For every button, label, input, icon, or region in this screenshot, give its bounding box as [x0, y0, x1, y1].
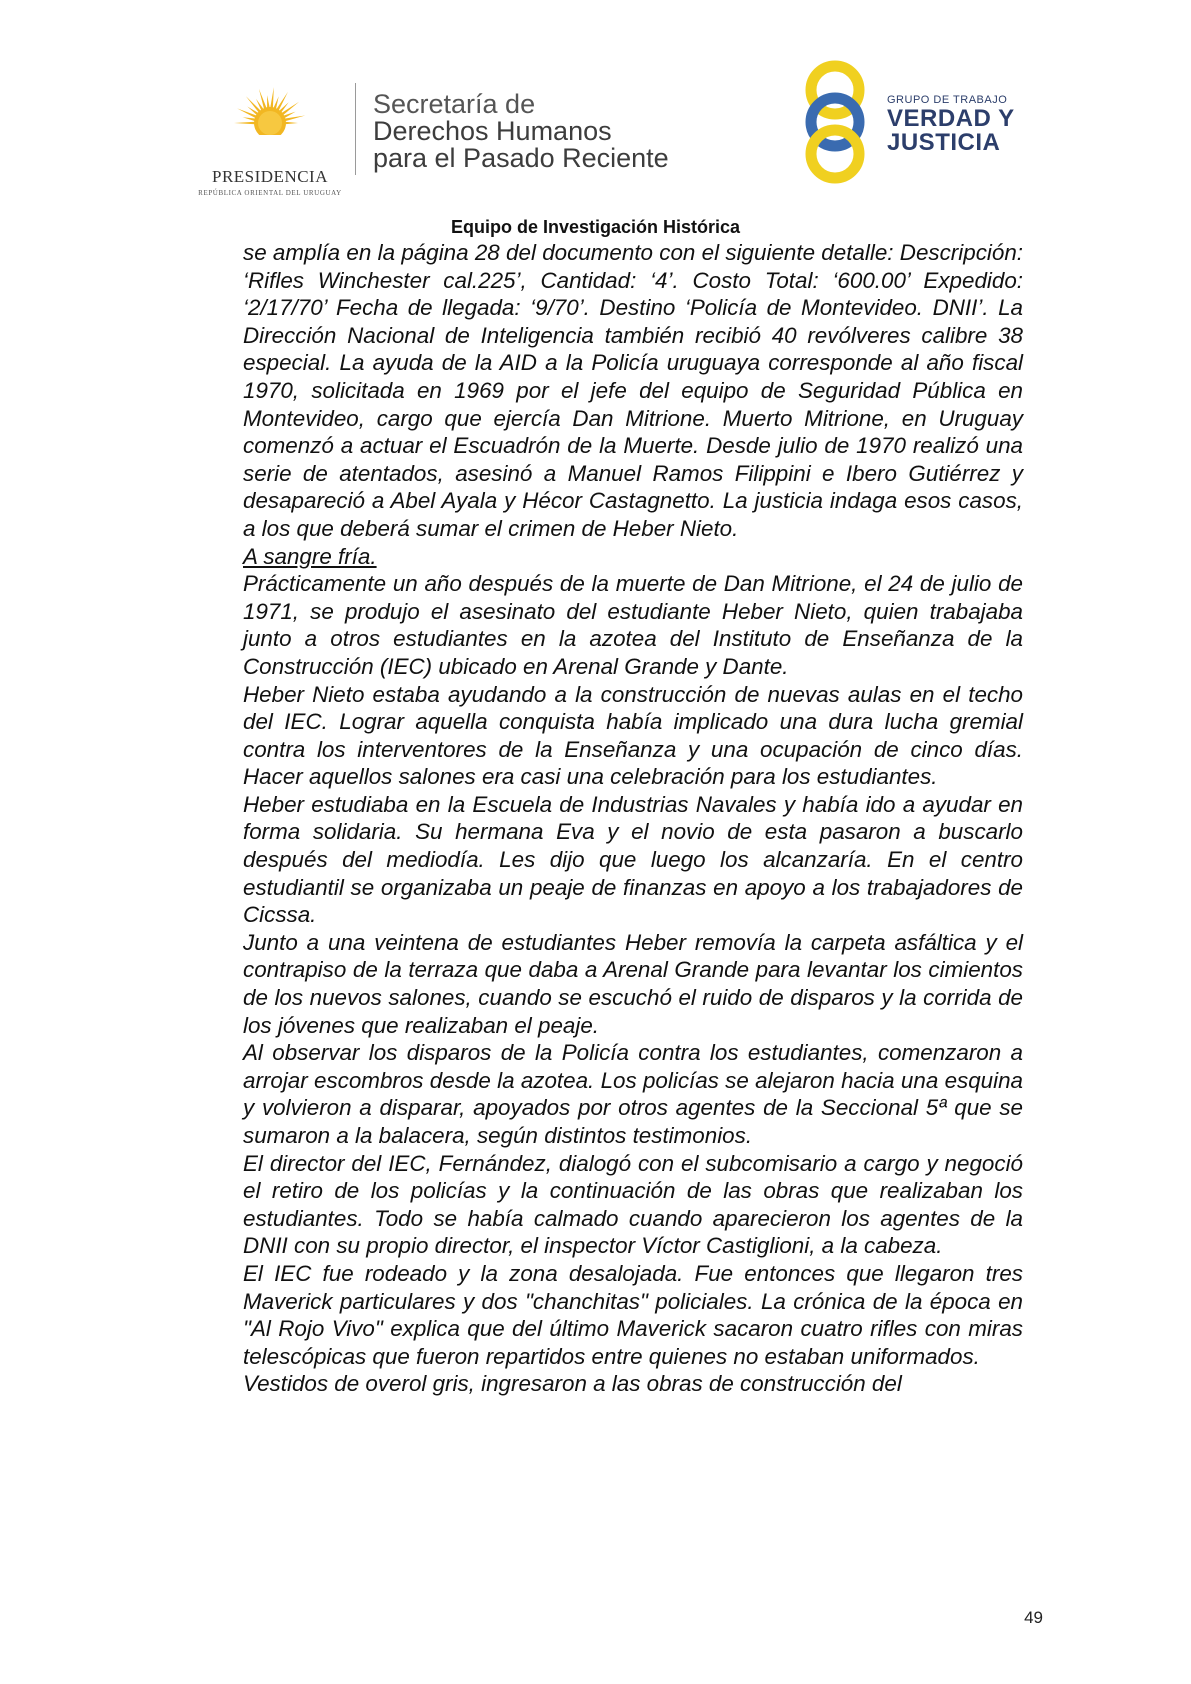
paragraph: Junto a una veintena de estudiantes Heber removía la carpeta asfáltica y el contrapiso de la terraza que daba a Arenal Grande para levantar los cimientos de los nuevos salones, cuando se escuchó el ruido de disparos y la corrida de los jóvenes que realizaban el peaje.: [243, 929, 1023, 1038]
page-header: [0, 55, 1191, 195]
secretaria-line-3: para el Pasado Reciente: [373, 143, 669, 173]
paragraph: El director del IEC, Fernández, dialogó con el subcomisario a cargo y negoció el retiro de los policías y la continuación de las obras que realizaban los estudiantes. Todo se había calmado cuando aparecieron los agentes de la DNII con su propio director, el inspector Víctor Castiglioni, a la cabeza.: [243, 1150, 1023, 1259]
sun-ray: [243, 117, 256, 121]
document-title: Equipo de Investigación Histórica: [450, 217, 741, 237]
paragraph: Vestidos de overol gris, ingresaron a las obras de construcción del: [243, 1371, 902, 1397]
page-number: 49: [1024, 1608, 1043, 1627]
presidencia-label: PRESIDENCIA: [211, 167, 328, 186]
sun-ray: [237, 108, 257, 118]
section-subheading: A sangre fría.: [243, 543, 377, 569]
paragraph: Heber estudiaba en la Escuela de Industrias Navales y había ido a ayudar en forma solidaria. Su hermana Eva y el novio de esta pasaron a buscarlo después del mediodía. Les dijo que luego los alcanzaría. En el centro estudiantil se organizaba un peaje de finanzas en apoyo a los trabajadores de Cicssa.: [243, 791, 1023, 928]
sun-ray: [267, 95, 270, 108]
paragraph: El IEC fue rodeado y la zona desalojada. Fue entonces que llegaron tres Maverick particulares y dos "chanchitas" policiales. La crónica de la época en "Al Rojo Vivo" explica que del último Maverick sacaron cuatro rifles con miras telescópicas que fueron repartidos entre quienes no estaban uniformados.: [243, 1260, 1023, 1369]
secretaria-title: [373, 91, 669, 172]
paragraph: Prácticamente un año después de la muerte de Dan Mitrione, el 24 de julio de 1971, se produjo el asesinato del estudiante Heber Nieto, quien trabajaba junto a otros estudiantes en la azotea del Instituto de Enseñanza de la Construcción (IEC) ubicado en Arenal Grande y Dante.: [243, 571, 1023, 679]
paragraph: Al observar los disparos de la Policía contra los estudiantes, comenzaron a arrojar escombros desde la azotea. Los policías se alejaron hacia una esquina y volvieron a disparar, apoyados por otros agentes de la Seccional 5ª que se sumaron a la balacera, según distintos testimonios.: [243, 1040, 1023, 1148]
sun-ray: [270, 87, 274, 108]
sun-ray: [285, 122, 298, 125]
verdad-label: VERDAD Y: [887, 105, 1015, 132]
presidencia-logo: [195, 83, 345, 233]
sun-ray: [276, 92, 288, 111]
grupo-trabajo-logo: [805, 60, 1025, 190]
paragraph: se amplía en la página 28 del documento con el siguiente detalle: Descripción: ‘Rifles Winchester cal.225’, Cantidad: ‘4’. Costo Total: ‘600.00’ Expedido: ‘2/17/70’ Fecha de llegada: ‘9/70’. Destino ‘Policía de Montevideo. DNII’. La Dirección Nacional de Inteligencia también recibió 40 revólveres calibre 38 especial. La ayuda de la AID a la Policía uruguaya corresponde al año fiscal 1970, solicitada en 1969 por el jefe del equipo de Seguridad Pública en Montevideo, cargo que ejercía Dan Mitrione. Muerto Mitrione, en Uruguay comenzó a actuar el Escuadrón de la Muerte. Desde julio de 1970 realizó una serie de atentados, asesinó a Manuel Ramos Filippini e Ibero Gutiérrez y desapareció a Abel Ayala y Hécor Castagnetto. La justicia indaga esos casos, a los que deberá sumar el crimen de Heber Nieto.: [243, 240, 1023, 541]
grupo-trabajo-label: GRUPO DE TRABAJO: [887, 94, 1008, 106]
paragraph: Heber Nieto estaba ayudando a la construcción de nuevas aulas en el techo del IEC. Lograr aquella conquista había implicado una dura lucha gremial contra los interventores de la Enseñanza y una ocupación de cinco días. Hacer aquellos salones era casi una celebración para los estudiantes.: [243, 681, 1023, 790]
linked-rings-icon: [805, 60, 885, 190]
sun-ray: [284, 116, 305, 122]
presidencia-sublabel: REPÚBLICA ORIENTAL DEL URUGUAY: [198, 189, 342, 197]
verdad-justicia-label: [887, 107, 1015, 155]
sun-emblem-icon: [233, 83, 307, 143]
secretaria-line-1: Secretaría de: [373, 89, 536, 119]
document-body: [243, 239, 1023, 1398]
secretaria-line-2: Derechos Humanos: [373, 116, 612, 146]
sun-ray: [234, 122, 255, 125]
header-divider: [355, 83, 356, 175]
justicia-label: JUSTICIA: [887, 129, 1001, 156]
